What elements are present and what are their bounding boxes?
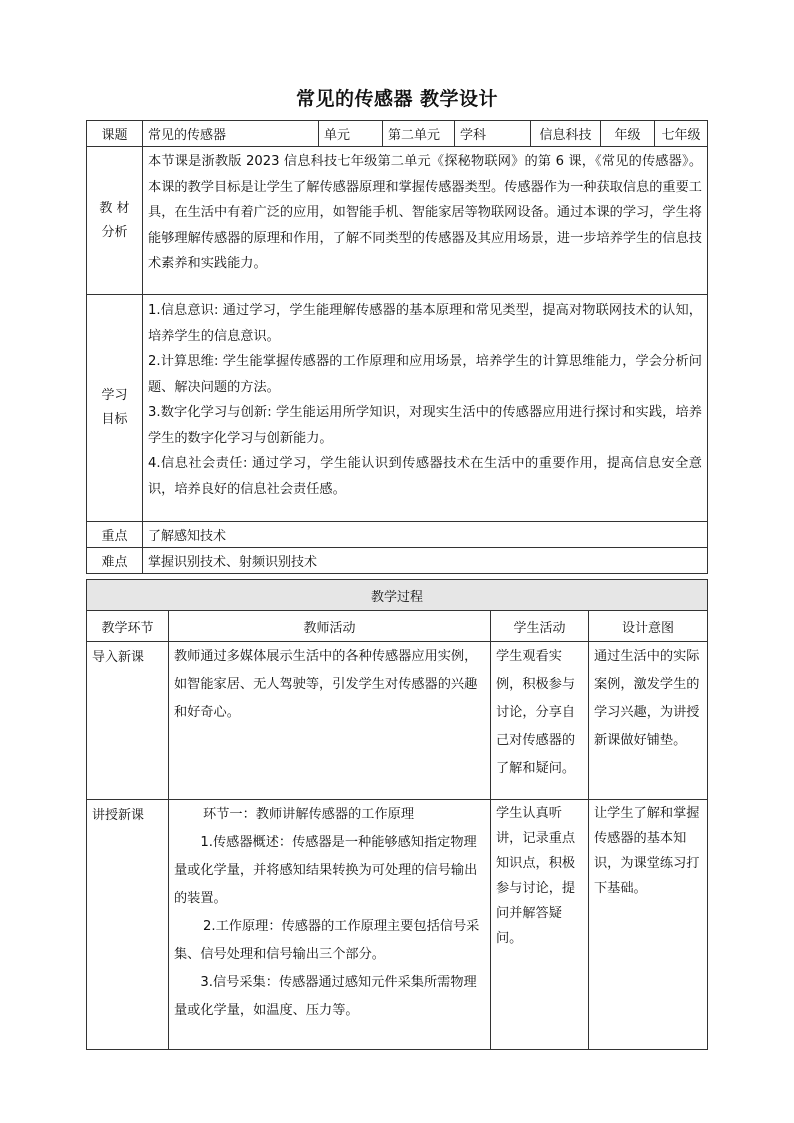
key-point-value: 了解感知技术 [143,522,708,548]
goals-label [87,295,143,522]
student-activity: 学生观看实例，积极参与讨论，分享自己对传感器的了解和疑问。 [496,649,576,776]
stage-cell: 讲授新课 [87,800,169,1050]
difficulty-label: 难点 [87,548,143,574]
col-header-student: 学生活动 [491,611,589,642]
process-header-row [87,611,708,642]
topic-value: 常见的传感器 [143,121,319,147]
stage-cell: 导入新课 [87,642,169,800]
teacher-activity: 环节一：教师讲解传感器的工作原理 [203,807,415,822]
key-point-row [87,522,708,548]
document-title: 常见的传感器 教学设计 [295,88,499,110]
col-header-intent: 设计意图 [589,611,708,642]
analysis-label [87,147,143,295]
col-header-teacher: 教师活动 [169,611,491,642]
teacher-activity: 教师通过多媒体展示生活中的各种传感器应用实例，如智能家居、无人驾驶等，引发学生对传感器的兴趣和好奇心。 [174,649,478,720]
analysis-label-line1: 教 材 [99,200,130,216]
col-header-stage: 教学环节 [87,611,169,642]
goals-row [87,295,708,522]
goal-item: 4.信息社会责任: 通过学习，学生能认识到传感器技术在生活中的重要作用，提高信息安全意识，培养良好的信息社会责任感。 [148,456,702,497]
process-section-title: 教学过程 [87,580,708,611]
analysis-text: 本节课是浙教版 2023 信息科技七年级第二单元《探秘物联网》的第 6 课，《常见的传感器》。本课的教学目标是让学生了解传感器原理和掌握传感器类型。传感器作为一种获取信息的重要工具，在生活中有着广泛的应用，如智能手机、智能家居等物联网设备。通过本课的学习，学生将能够理解传感器的原理和作用，了解不同类型的传感器及其应用场景，进一步培养学生的信息技术素养和实践能力。 [148,154,702,271]
student-activity: 学生认真听讲，记录重点知识点，积极参与讨论，提问并解答疑问。 [496,806,576,946]
subject-label: 学科 [455,121,531,147]
difficulty-value: 掌握识别技术、射频识别技术 [143,548,708,574]
unit-value: 第二单元 [383,121,455,147]
process-row-new-lesson [87,800,708,1050]
goal-item: 2.计算思维: 学生能掌握传感器的工作原理和应用场景，培养学生的计算思维能力，学会分析问题、解决问题的方法。 [148,354,702,395]
key-point-label: 重点 [87,522,143,548]
info-row [87,121,708,147]
teacher-activity: 1.传感器概述：传感器是一种能够感知指定物理量或化学量，并将感知结果转换为可处理的信号输出的装置。 [174,835,478,906]
goal-item: 3.数字化学习与创新: 学生能运用所学知识，对现实生活中的传感器应用进行探讨和实践，培养学生的数字化学习与创新能力。 [148,405,702,446]
topic-label: 课题 [87,121,143,147]
teacher-activity: 2.工作原理：传感器的工作原理主要包括信号采集、信号处理和信号输出三个部分。 [174,919,480,962]
goal-item: 1.信息意识: 通过学习，学生能理解传感器的基本原理和常见类型，提高对物联网技术的认知，培养学生的信息意识。 [148,303,702,344]
subject-value: 信息科技 [531,121,601,147]
analysis-label-line2: 分析 [101,224,128,240]
analysis-row [87,147,708,295]
grade-value: 七年级 [655,121,708,147]
design-intent: 让学生了解和掌握传感器的基本知识，为课堂练习打下基础。 [594,806,700,896]
process-table [86,579,708,1050]
teacher-activity: 3.信号采集：传感器通过感知元件采集所需物理量或化学量，如温度、压力等。 [174,975,477,1018]
goals-label-line2: 目标 [101,412,128,427]
design-intent: 通过生活中的实际案例，激发学生的学习兴趣，为讲授新课做好铺垫。 [594,649,700,748]
unit-label: 单元 [319,121,383,147]
process-row-intro [87,642,708,800]
process-title-row [87,580,708,611]
goals-label-line1: 学习 [101,388,128,403]
difficulty-row [87,548,708,574]
info-table [86,120,708,574]
grade-label: 年级 [601,121,655,147]
